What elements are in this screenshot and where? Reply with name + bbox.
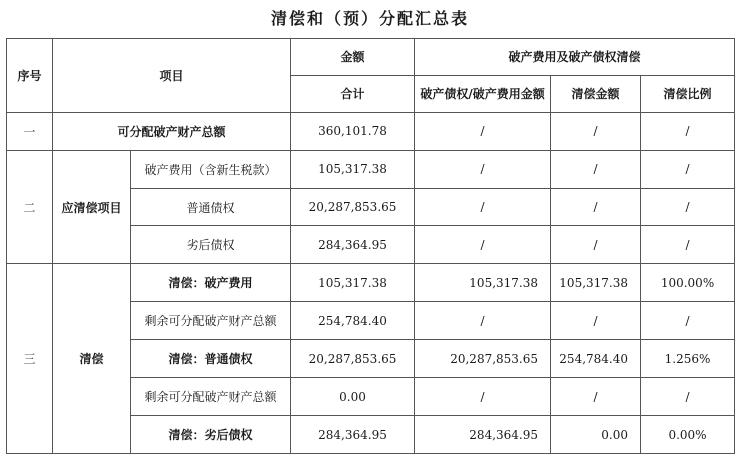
header-claim-amount: 破产债权/破产费用金额: [415, 75, 551, 112]
row-item: 破产费用（含新生税款）: [131, 150, 291, 188]
row-claim: /: [415, 188, 551, 226]
row-total: 284,364.95: [291, 226, 415, 264]
row-item: 普通债权: [131, 188, 291, 226]
row-ratio: 100.00%: [641, 264, 735, 302]
row-seq: 二: [7, 150, 53, 264]
row-repay: /: [551, 150, 641, 188]
header-seq: 序号: [7, 39, 53, 113]
table-row: [7, 112, 735, 150]
row-group: 清偿: [53, 264, 131, 454]
row-repay: 254,784.40: [551, 340, 641, 378]
row-claim: /: [415, 112, 551, 150]
row-claim: /: [415, 150, 551, 188]
row-group: 应清偿项目: [53, 150, 131, 264]
row-total: 20,287,853.65: [291, 188, 415, 226]
summary-table: [6, 38, 735, 454]
row-total: 20,287,853.65: [291, 340, 415, 378]
row-claim: /: [415, 226, 551, 264]
row-repay: /: [551, 226, 641, 264]
header-repay-ratio: 清偿比例: [641, 75, 735, 112]
header-row-1: [7, 39, 735, 76]
row-seq: 一: [7, 112, 53, 150]
document-title: 清偿和（预）分配汇总表: [270, 9, 469, 28]
row-claim: 105,317.38: [415, 264, 551, 302]
row-ratio: 1.256%: [641, 340, 735, 378]
row-ratio: /: [641, 188, 735, 226]
row-item: 剩余可分配破产财产总额: [131, 378, 291, 416]
row-claim: /: [415, 302, 551, 340]
row-total: 0.00: [291, 378, 415, 416]
row-seq: 三: [7, 264, 53, 454]
header-item: 项目: [53, 39, 291, 113]
table-row: [7, 264, 735, 302]
row-ratio: /: [641, 302, 735, 340]
row-item: 剩余可分配破产财产总额: [131, 302, 291, 340]
row-item: 清偿：破产费用: [131, 264, 291, 302]
row-repay: 0.00: [551, 416, 641, 454]
row-total: 105,317.38: [291, 264, 415, 302]
row-repay: /: [551, 188, 641, 226]
row-repay: /: [551, 112, 641, 150]
row-total: 360,101.78: [291, 112, 415, 150]
header-total: 合计: [291, 75, 415, 112]
row-item: 清偿：普通债权: [131, 340, 291, 378]
row-ratio: /: [641, 378, 735, 416]
row-claim: 20,287,853.65: [415, 340, 551, 378]
row-ratio: /: [641, 112, 735, 150]
header-group: 破产费用及破产债权清偿: [415, 39, 735, 76]
row-claim: /: [415, 378, 551, 416]
row-total: 254,784.40: [291, 302, 415, 340]
row-ratio: 0.00%: [641, 416, 735, 454]
row-ratio: /: [641, 226, 735, 264]
row-repay: /: [551, 378, 641, 416]
row-ratio: /: [641, 150, 735, 188]
row-item: 劣后债权: [131, 226, 291, 264]
row-item: 清偿：劣后债权: [131, 416, 291, 454]
header-amount: 金额: [291, 39, 415, 76]
row-item: 可分配破产财产总额: [53, 112, 291, 150]
row-repay: 105,317.38: [551, 264, 641, 302]
row-repay: /: [551, 302, 641, 340]
row-total: 105,317.38: [291, 150, 415, 188]
header-repay-amount: 清偿金额: [551, 75, 641, 112]
table-row: [7, 150, 735, 188]
row-claim: 284,364.95: [415, 416, 551, 454]
row-total: 284,364.95: [291, 416, 415, 454]
